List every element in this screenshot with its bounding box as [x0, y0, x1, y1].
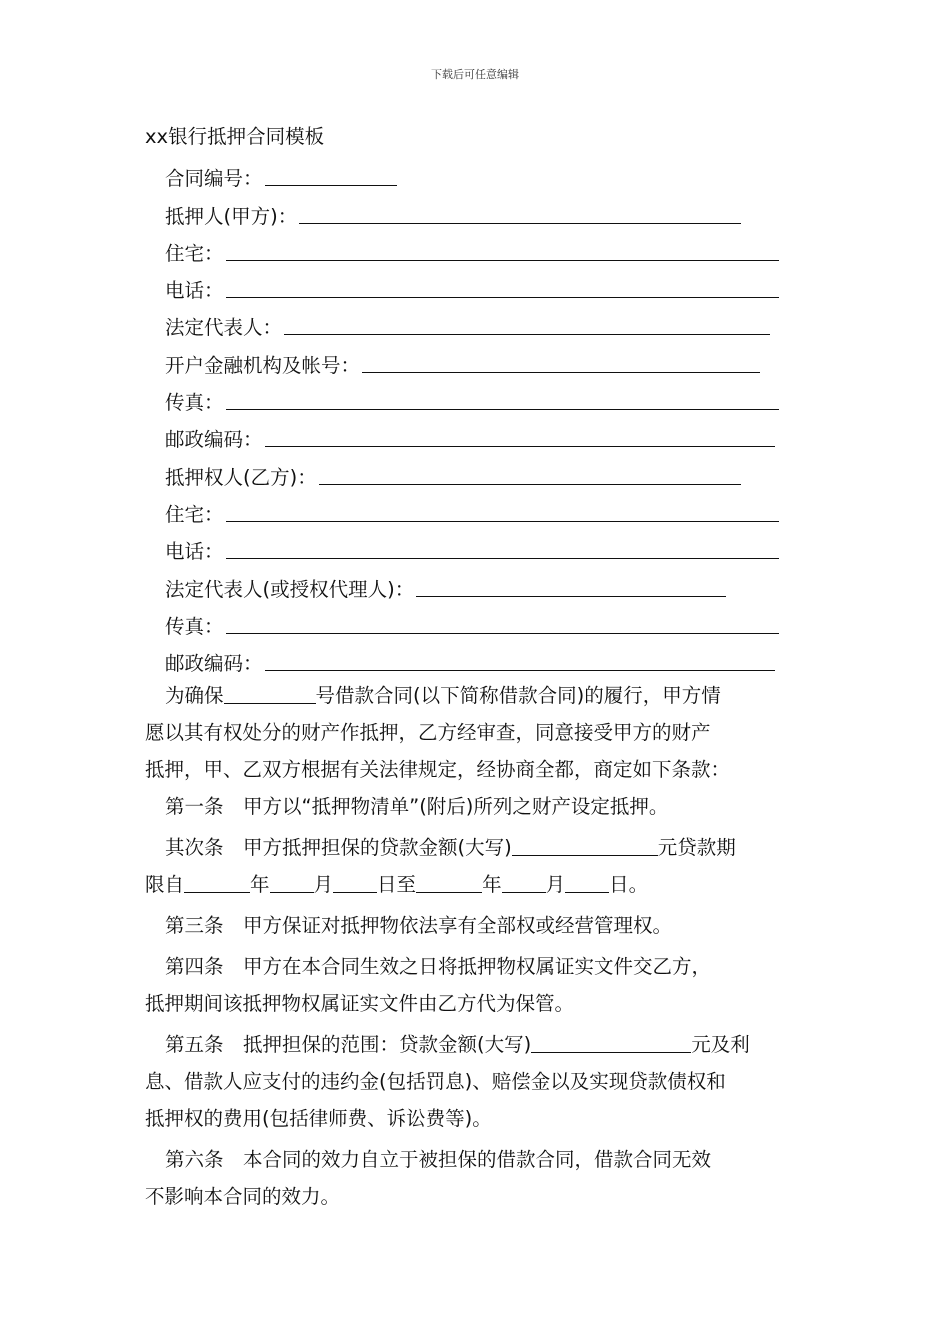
- preamble-text: 为确保: [165, 684, 224, 708]
- article-text: 其次条 甲方抵押担保的贷款金额(大写): [165, 836, 512, 860]
- contract-document: [145, 118, 810, 1215]
- field-label: 电话：: [165, 279, 224, 303]
- mortgagee-address-field: [145, 491, 810, 528]
- start-day-blank[interactable]: [333, 870, 377, 893]
- preamble-paragraph: [145, 677, 810, 714]
- mortgagee-postcode-field: [145, 640, 810, 677]
- article-2: [145, 829, 810, 866]
- start-year-blank[interactable]: [184, 870, 250, 893]
- field-label: 法定代表人(或授权代理人)：: [165, 577, 415, 601]
- article-text: 第五条 抵押担保的范围：贷款金额(大写): [165, 1033, 532, 1057]
- field-blank[interactable]: [299, 199, 741, 224]
- mortgagor-legal-rep-field: [145, 304, 810, 341]
- mortgagor-fax-field: [145, 379, 810, 416]
- field-blank[interactable]: [226, 497, 779, 522]
- field-blank[interactable]: [284, 310, 770, 335]
- article-text: 月: [545, 873, 566, 897]
- field-blank[interactable]: [319, 460, 741, 485]
- field-label: 电话：: [165, 540, 224, 564]
- article-text: 限自: [145, 873, 185, 897]
- field-label: 邮政编码：: [165, 428, 263, 452]
- field-blank[interactable]: [226, 385, 779, 410]
- field-blank[interactable]: [226, 534, 779, 559]
- field-label: 住宅：: [165, 502, 224, 526]
- article-text: 日至: [377, 873, 417, 897]
- article-text: 元及利: [691, 1033, 750, 1057]
- field-label: 法定代表人：: [165, 316, 283, 340]
- article-5-line: 抵押权的费用(包括律师费、诉讼费等)。: [145, 1107, 492, 1131]
- field-blank[interactable]: [226, 236, 779, 261]
- article-5: [145, 1026, 810, 1063]
- preamble-line: 愿以其有权处分的财产作抵押，乙方经审查，同意接受甲方的财产: [145, 721, 711, 745]
- article-4: 第四条 甲方在本合同生效之日将抵押物权属证实文件交乙方，: [165, 955, 712, 979]
- field-label: 住宅：: [165, 241, 224, 265]
- loan-amount-blank[interactable]: [512, 833, 658, 856]
- header-note: 下载后可任意编辑: [431, 68, 519, 81]
- field-label: 邮政编码：: [165, 652, 263, 676]
- contract-number-field: [145, 155, 810, 192]
- mortgagee-fax-field: [145, 603, 810, 640]
- document-title: xx银行抵押合同模板: [145, 125, 325, 148]
- field-blank[interactable]: [416, 572, 726, 597]
- field-label: 开户金融机构及帐号：: [165, 353, 361, 377]
- guarantee-amount-blank[interactable]: [531, 1030, 691, 1053]
- field-blank[interactable]: [265, 161, 397, 186]
- mortgagor-phone-field: [145, 267, 810, 304]
- article-3: 第三条 甲方保证对抵押物依法享有全部权或经营管理权。: [165, 914, 673, 938]
- mortgagor-field: [145, 192, 810, 229]
- mortgagee-field: [145, 453, 810, 490]
- field-blank[interactable]: [265, 422, 775, 447]
- article-6-line: 不影响本合同的效力。: [145, 1185, 341, 1209]
- field-blank[interactable]: [362, 348, 760, 373]
- field-label: 抵押权人(乙方)：: [165, 465, 317, 489]
- field-blank[interactable]: [226, 273, 779, 298]
- article-4-line: 抵押期间该抵押物权属证实文件由乙方代为保管。: [145, 992, 575, 1016]
- field-label: 传真：: [165, 391, 224, 415]
- article-6: 第六条 本合同的效力自立于被担保的借款合同，借款合同无效: [165, 1148, 712, 1172]
- article-text: 元贷款期: [657, 836, 736, 860]
- mortgagor-address-field: [145, 230, 810, 267]
- field-label: 合同编号：: [165, 167, 263, 191]
- mortgagee-phone-field: [145, 528, 810, 565]
- preamble-line: 抵押，甲、乙双方根据有关法律规定，经协商全都，商定如下条款：: [145, 758, 731, 782]
- loan-contract-number-blank[interactable]: [224, 681, 316, 704]
- article-2-period: [145, 866, 810, 903]
- article-text: 年: [482, 873, 502, 897]
- mortgagor-postcode-field: [145, 416, 810, 453]
- mortgagee-legal-rep-field: [145, 565, 810, 602]
- article-1: 第一条 甲方以“抵押物清单”(附后)所列之财产设定抵押。: [165, 795, 669, 819]
- article-text: 月: [313, 873, 334, 897]
- article-5-line: 息、借款人应支付的违约金(包括罚息)、赔偿金以及实现贷款债权和: [145, 1070, 726, 1094]
- start-month-blank[interactable]: [270, 870, 314, 893]
- preamble-text: 号借款合同(以下简称借款合同)的履行，甲方情: [315, 684, 721, 708]
- field-blank[interactable]: [226, 609, 779, 634]
- article-text: 年: [250, 873, 270, 897]
- mortgagor-bank-account-field: [145, 341, 810, 378]
- end-year-blank[interactable]: [416, 870, 482, 893]
- field-label: 传真：: [165, 614, 224, 638]
- field-label: 抵押人(甲方)：: [165, 204, 298, 228]
- field-blank[interactable]: [265, 646, 775, 671]
- end-day-blank[interactable]: [565, 870, 609, 893]
- end-month-blank[interactable]: [502, 870, 546, 893]
- article-text: 日。: [609, 873, 649, 897]
